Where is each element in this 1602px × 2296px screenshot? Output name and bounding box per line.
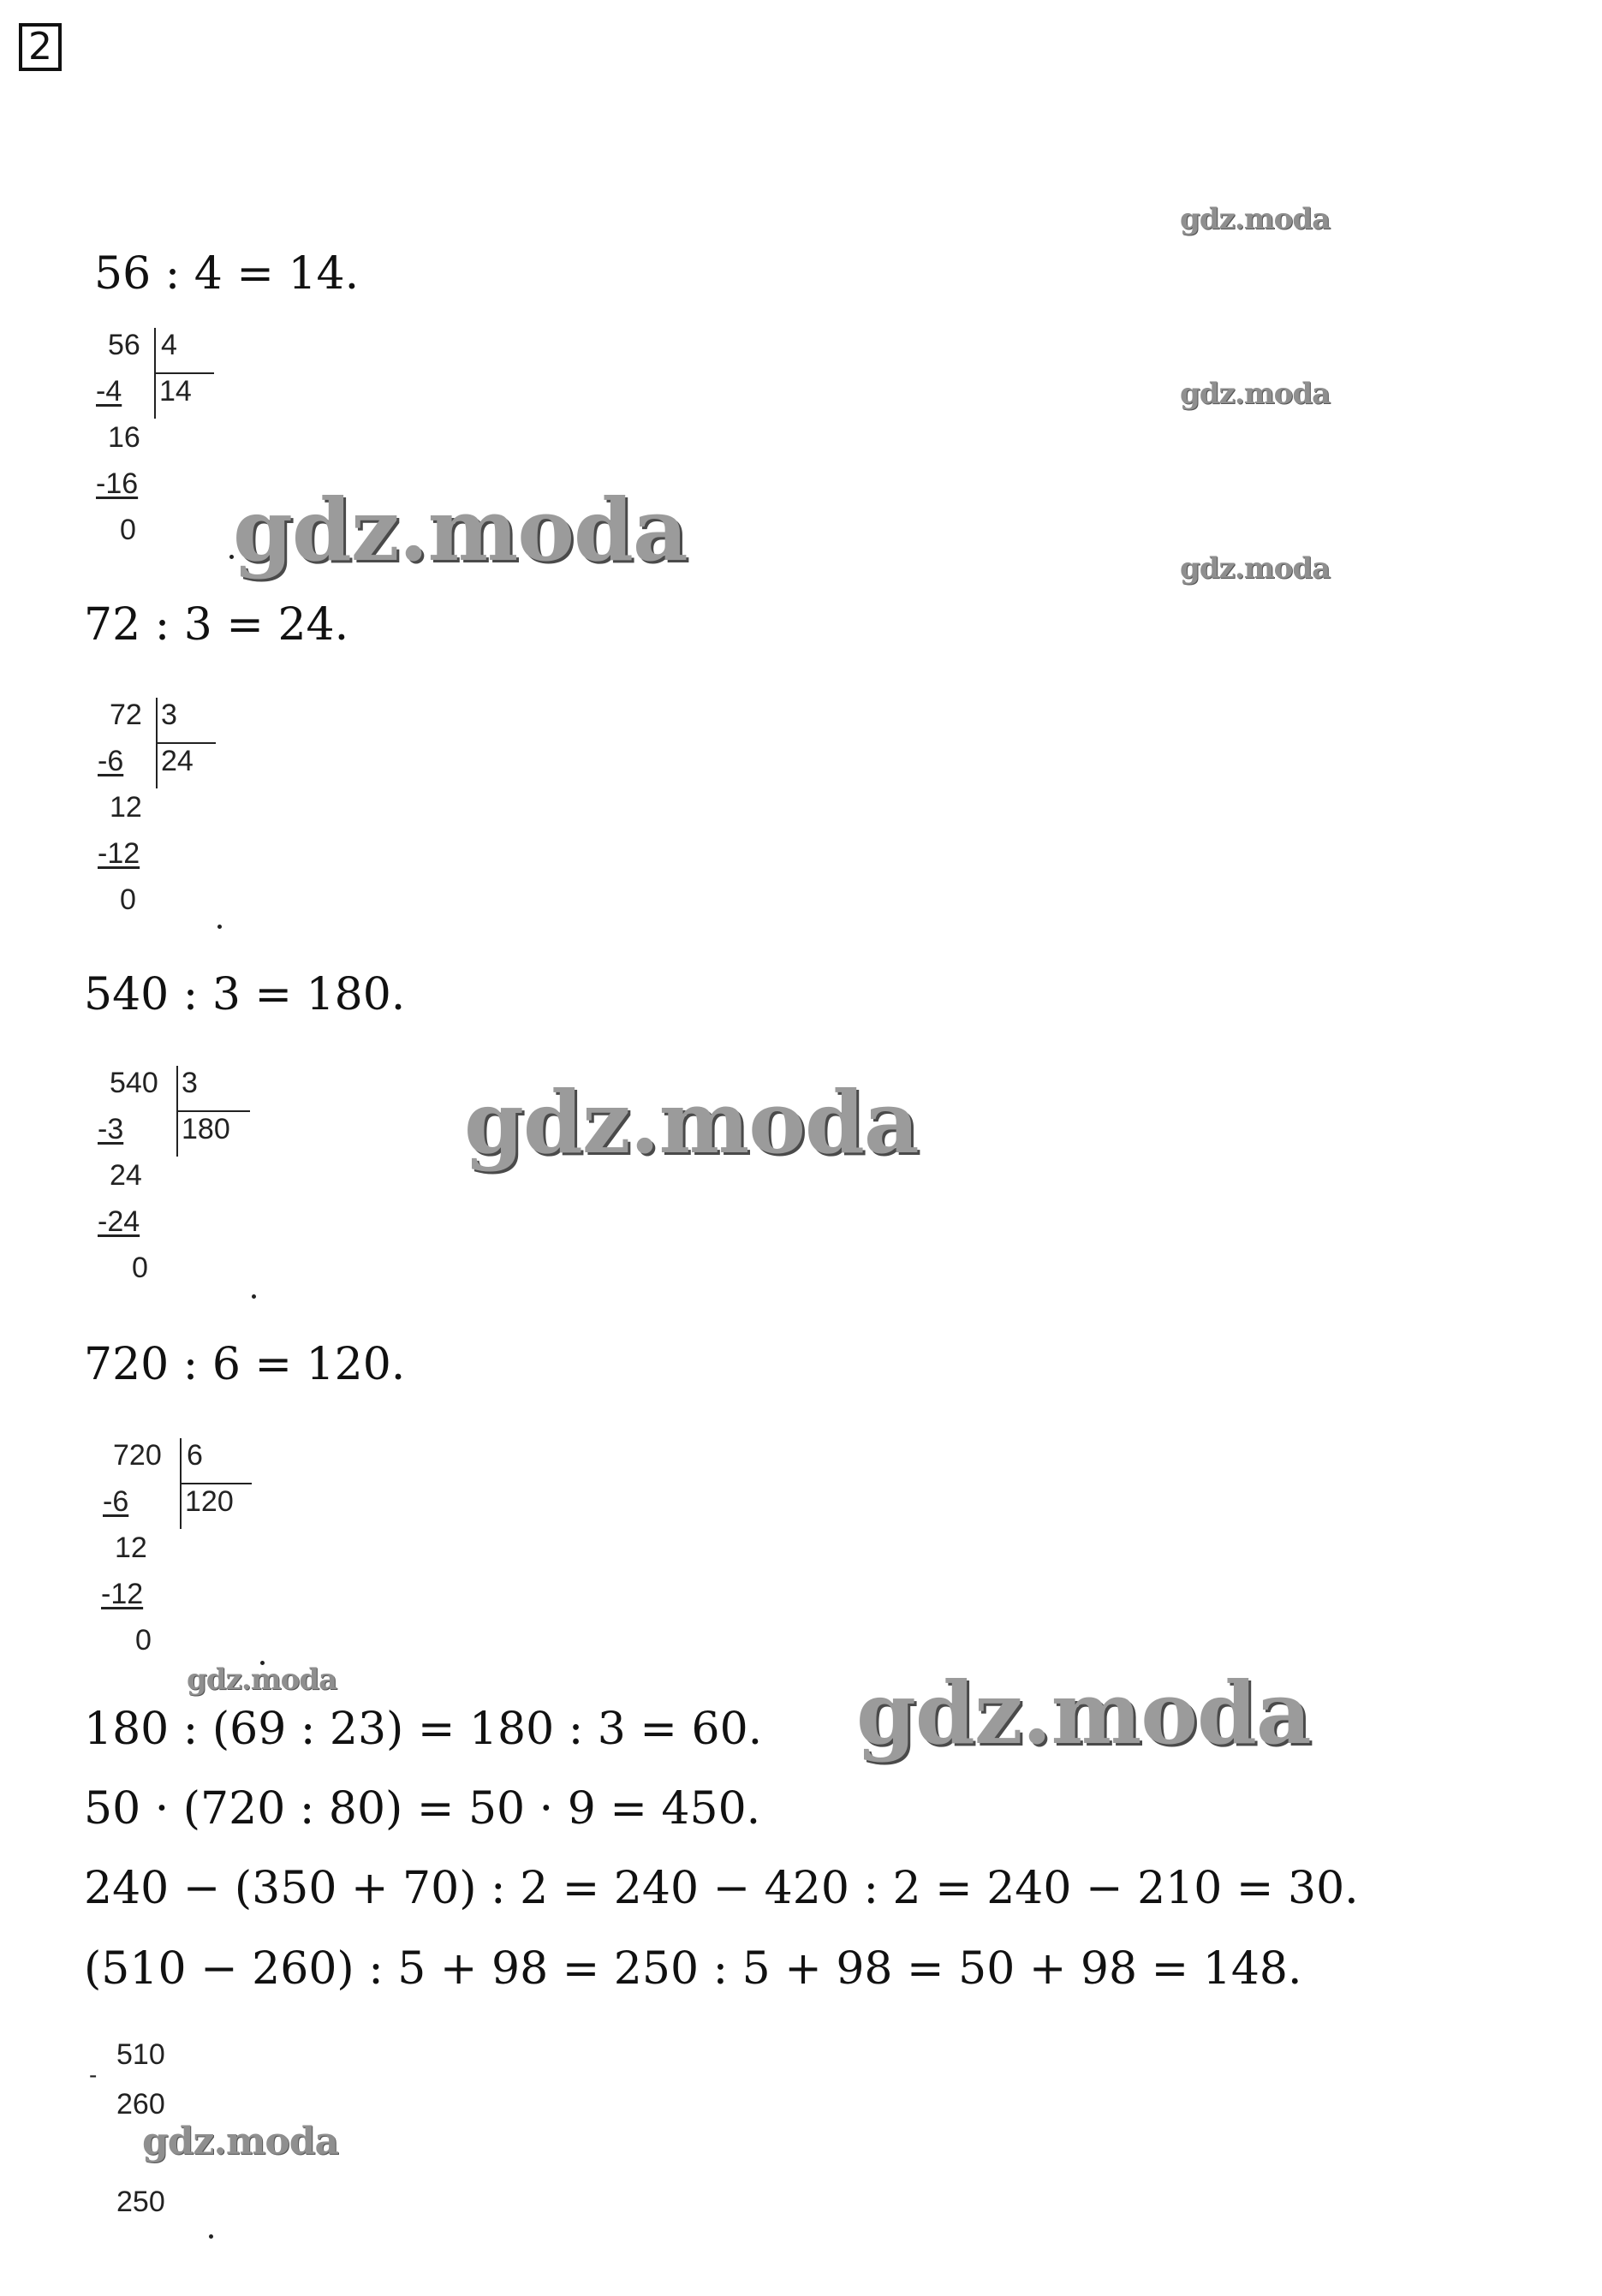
equation-4: 720 : 6 = 120. <box>84 1339 406 1390</box>
divisor: 4 <box>161 329 177 361</box>
watermark-big-1: gdz.moda <box>233 479 688 580</box>
step-subtract-2: -24 <box>98 1205 140 1238</box>
dividend: 540 <box>110 1067 158 1099</box>
long-division-2 <box>96 698 216 929</box>
divisor: 3 <box>161 699 177 731</box>
task-number: 2 <box>19 23 62 71</box>
watermark-small-4: gdz.moda <box>187 1663 337 1697</box>
watermark-small-5: gdz.moda <box>142 2120 339 2163</box>
watermark-big-2: gdz.moda <box>464 1072 919 1173</box>
step-remainder-1: 12 <box>115 1532 147 1564</box>
dividend: 72 <box>110 699 142 731</box>
quotient: 24 <box>161 745 194 777</box>
subtrahend: 260 <box>116 2088 165 2121</box>
step-subtract-1: -6 <box>98 745 124 777</box>
watermark-big-3: gdz.moda <box>856 1663 1311 1764</box>
dot <box>252 1294 256 1299</box>
step-remainder-final: 0 <box>120 514 136 546</box>
dividend: 720 <box>113 1439 162 1472</box>
minuend: 510 <box>116 2038 165 2071</box>
step-remainder-final: 0 <box>120 883 136 916</box>
minus-sign: - <box>89 2061 98 2088</box>
quotient: 180 <box>182 1113 230 1145</box>
divisor: 3 <box>182 1067 198 1099</box>
step-subtract-1: -4 <box>96 375 122 407</box>
step-remainder-final: 0 <box>132 1252 148 1284</box>
step-subtract-2: -12 <box>98 837 140 870</box>
equation-5: 180 : (69 : 23) = 180 : 3 = 60. <box>84 1704 763 1755</box>
step-remainder-final: 0 <box>135 1624 152 1657</box>
step-subtract-2: -16 <box>96 467 139 500</box>
quotient: 120 <box>185 1485 234 1518</box>
dot <box>217 925 222 929</box>
equation-7: 240 − (350 + 70) : 2 = 240 − 420 : 2 = 240 − 210 = 30. <box>84 1863 1359 1914</box>
dividend: 56 <box>108 329 140 361</box>
step-remainder-1: 12 <box>110 791 142 824</box>
step-subtract-2: -12 <box>101 1578 144 1610</box>
long-division-3 <box>96 1066 250 1297</box>
watermark-small-3: gdz.moda <box>1180 551 1331 586</box>
watermark-small-1: gdz.moda <box>1180 202 1331 236</box>
step-subtract-1: -3 <box>98 1113 124 1145</box>
equation-1: 56 : 4 = 14. <box>94 248 360 300</box>
quotient: 14 <box>159 375 192 407</box>
equation-8: (510 − 260) : 5 + 98 = 250 : 5 + 98 = 50 + 98 = 148. <box>84 1943 1302 1995</box>
equation-3: 540 : 3 = 180. <box>84 969 406 1020</box>
divisor: 6 <box>187 1439 203 1472</box>
difference: 250 <box>116 2186 165 2218</box>
equation-2: 72 : 3 = 24. <box>84 599 349 651</box>
step-subtract-1: -6 <box>103 1485 129 1518</box>
step-remainder-1: 16 <box>108 421 140 454</box>
step-remainder-1: 24 <box>110 1159 142 1192</box>
equation-6: 50 · (720 : 80) = 50 · 9 = 450. <box>84 1783 761 1835</box>
long-division-1 <box>96 328 216 559</box>
watermark-small-2: gdz.moda <box>1180 377 1331 411</box>
long-division-4 <box>101 1438 255 1669</box>
dot <box>209 2234 213 2239</box>
